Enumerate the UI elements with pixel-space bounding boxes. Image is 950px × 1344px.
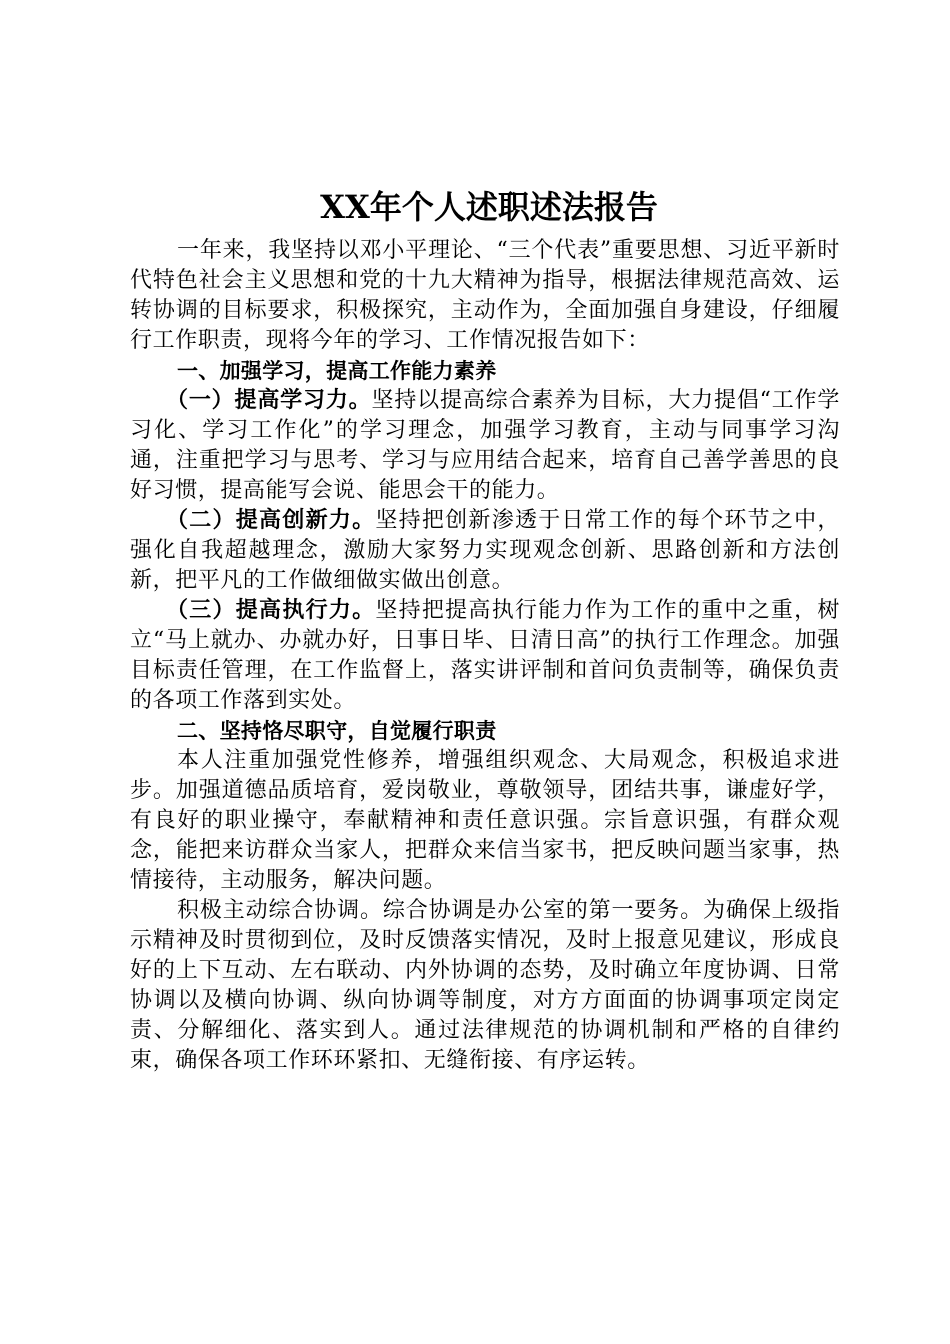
section-2-paragraph-1: 本人注重加强党性修养，增强组织观念、大局观念，积极追求进步。加强道德品质培育，爱岗敬业，尊敬领导，团结共事，谦虚好学，有良好的职业操守，奉献精神和责任意识强。宗旨意识强，有群众观念，能把来访群众当家人，把群众来信当家书，把反映问题当家事，热情接待，主动服务，解决问题。 [130, 748, 840, 893]
item-lead: （二）提高创新力。 [166, 508, 376, 533]
intro-paragraph: 一年来，我坚持以邓小平理论、“三个代表”重要思想、习近平新时代特色社会主义思想和党的十九大精神为指导，根据法律规范高效、运转协调的目标要求，积极探究，主动作为，全面加强自身建设，仔细履行工作职责，现将今年的学习、工作情况报告如下： [130, 238, 840, 353]
section-2-heading: 二、坚持恪尽职守，自觉履行职责 [177, 719, 497, 743]
document-page [130, 182, 840, 1076]
section-1-heading: 一、加强学习，提高工作能力素养 [177, 359, 497, 383]
section-2-paragraph-2: 积极主动综合协调。综合协调是办公室的第一要务。为确保上级指示精神及时贯彻到位，及时反馈落实情况，及时上报意见建议，形成良好的上下互动、左右联动、内外协调的态势，及时确立年度协调、日常协调以及横向协调、纵向协调等制度，对方方面面的协调事项定岗定责、分解细化、落实到人。通过法律规范的协调机制和严格的自律约束，确保各项工作环环紧扣、无缝衔接、有序运转。 [130, 898, 840, 1073]
item-lead: （一）提高学习力。 [166, 388, 372, 413]
document-title: XX年个人述职述法报告 [320, 188, 658, 226]
section-1-item-2 [130, 506, 840, 596]
item-text: 坚持把提高执行能力作为工作的重中之重，树立“马上就办、办就办好，日事日毕、日清日高”的执行工作理念。加强目标责任管理，在工作监督上，落实讲评制和首问负责制等，确保负责的各项工作落到实处。 [130, 598, 840, 713]
item-text: 坚持以提高综合素养为目标，大力提倡“工作学习化、学习工作化”的学习理念，加强学习教育，主动与同事学习沟通，注重把学习与思考、学习与应用结合起来，培育自己善学善思的良好习惯，提高能写会说、能思会干的能力。 [130, 388, 840, 503]
section-1-item-3 [130, 596, 840, 716]
item-text: 坚持把创新渗透于日常工作的每个环节之中，强化自我超越理念，激励大家努力实现观念创新、思路创新和方法创新，把平凡的工作做细做实做出创意。 [130, 508, 840, 593]
item-lead: （三）提高执行力。 [166, 598, 376, 623]
section-1-item-1 [130, 386, 840, 506]
document-body [130, 236, 840, 1076]
